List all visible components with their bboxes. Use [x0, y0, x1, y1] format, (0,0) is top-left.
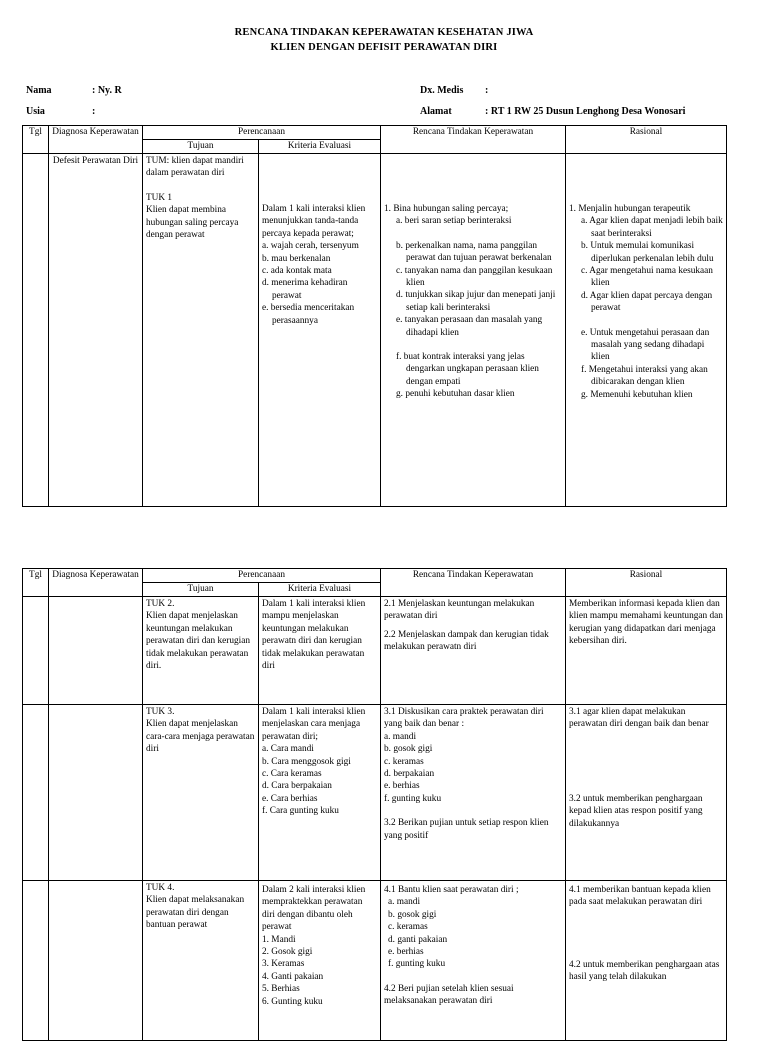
rasional-item: 4.2 untuk memberikan penghargaan atas hasil yang telah dilakukan	[569, 959, 720, 983]
cell-kriteria	[259, 881, 381, 1041]
rencana-item: b. perkenalkan nama, nama panggilan perawat dan tujuan perawat berkenalan	[396, 240, 552, 264]
header-perencanaan: Perencanaan	[143, 569, 381, 583]
cell-rasional	[566, 705, 727, 881]
kriteria-item: b. mau berkenalan	[262, 253, 331, 264]
dx-medis-value: :	[485, 85, 489, 96]
cell-rasional: Memberikan informasi kepada klien dan klien mampu memahami keuntungan dan kerugian yang didapatkan dari menjaga kebersihan diri.	[566, 597, 727, 705]
care-plan-table-2	[22, 568, 727, 1041]
cell-diagnosa	[49, 881, 143, 1041]
usia-value: :	[92, 106, 96, 117]
rencana-item: 3.1 Diskusikan cara praktek perawatan diri yang baik dan benar :	[384, 707, 544, 730]
kriteria-item: d. Cara berpakaian	[262, 781, 332, 792]
tuk3-text: Klien dapat menjelaskan cara-cara menjaga perawatan diri	[146, 719, 255, 755]
alamat-value: : RT 1 RW 25 Dusun Lenghong Desa Wonosari	[485, 106, 686, 117]
kriteria-item: c. ada kontak mata	[262, 266, 332, 277]
cell-kriteria	[259, 705, 381, 881]
cell-rencana	[381, 597, 566, 705]
cell-tgl	[23, 597, 49, 705]
alamat-label: Alamat	[420, 106, 452, 117]
care-plan-table-1	[22, 125, 727, 507]
cell-rasional	[566, 154, 727, 507]
header-rencana: Rencana Tindakan Keperawatan	[381, 569, 566, 597]
kriteria-intro: Dalam 1 kali interaksi klien menunjukkan tanda-tanda percaya kepada perawat;	[262, 204, 366, 239]
kriteria-item: e. Cara berhias	[262, 793, 318, 804]
cell-tujuan	[143, 154, 259, 507]
nama-label: Nama	[26, 85, 52, 96]
rasional-item: 3.2 untuk memberikan penghargaan kepad klien atas respon positif yang dilakukannya	[569, 793, 703, 829]
kriteria-intro: Dalam 2 kali interaksi klien mempraktekkan perawatan diri dengan dibantu oleh perawat	[262, 885, 366, 933]
rencana-item: d. tunjukkan sikap jujur dan menepati janji setiap kali berinteraksi	[396, 290, 556, 313]
kriteria-item: c. Cara keramas	[262, 769, 322, 780]
rasional-item: c. Agar mengetahui nama kesukaan klien	[581, 266, 713, 289]
tuk3-title: TUK 3.	[146, 707, 175, 717]
kriteria-item: 2. Gosok gigi	[262, 947, 313, 958]
kriteria-intro: Dalam 1 kali interaksi klien menjelaskan cara menjaga perawatan diri;	[262, 707, 366, 742]
rencana-item: g. penuhi kebutuhan dasar klien	[396, 389, 515, 400]
cell-diagnosa	[49, 705, 143, 881]
kriteria-item: 3. Keramas	[262, 959, 305, 970]
usia-label: Usia	[26, 106, 45, 117]
tuk1-text: Klien dapat membina hubungan saling percaya dengan perawat	[146, 205, 239, 241]
kriteria-item: 4. Ganti pakaian	[262, 971, 324, 982]
cell-kriteria: Dalam 1 kali interaksi klien mampu menjelaskan keuntungan melakukan perawatn diri dan kerugian tidak melakukan perawatan diri	[259, 597, 381, 705]
kriteria-item: a. wajah cerah, tersenyum	[262, 241, 359, 252]
rencana-sub: f. gunting kuku	[384, 793, 442, 804]
cell-tgl	[23, 705, 49, 881]
cell-rencana	[381, 154, 566, 507]
kriteria-item: 6. Gunting kuku	[262, 996, 323, 1007]
kriteria-item: f. Cara gunting kuku	[262, 806, 339, 817]
rasional-item: a. Agar klien dapat menjadi lebih baik saat berinteraksi	[581, 216, 723, 239]
rencana-sub: d. ganti pakaian	[388, 934, 448, 945]
rencana-sub: e. berhias	[384, 781, 420, 792]
rasional-item: f. Mengetahui interaksi yang akan dibicarakan dengan klien	[581, 364, 708, 388]
header-tgl: Tgl	[23, 126, 49, 154]
cell-rencana	[381, 705, 566, 881]
tum-text: TUM: klien dapat mandiri dalam perawatan diri	[146, 156, 244, 179]
rencana-item: 4.2 Beri pujian setelah klien sesuai melaksanakan perawatan diri	[384, 983, 514, 1007]
tuk4-text: Klien dapat melaksanakan perawatan diri dengan bantuan perawat	[146, 895, 245, 931]
rasional-item: d. Agar klien dapat percaya dengan perawat	[581, 290, 713, 314]
rencana-sub: c. keramas	[388, 922, 428, 933]
rencana-sub: f. gunting kuku	[388, 959, 446, 970]
rencana-sub: a. mandi	[388, 897, 421, 908]
rencana-sub: e. berhias	[388, 947, 424, 958]
kriteria-item: d. menerima kehadiran perawat	[262, 278, 348, 301]
rencana-sub: d. berpakaian	[384, 769, 435, 780]
header-rasional: Rasional	[566, 569, 727, 597]
cell-tujuan	[143, 881, 259, 1041]
dx-medis-label: Dx. Medis	[420, 85, 464, 96]
rencana-item: 2.2 Menjelaskan dampak dan kerugian tidak melakukan perawatn diri	[384, 629, 549, 653]
document-title: RENCANA TINDAKAN KEPERAWATAN KESEHATAN JIWA	[234, 27, 534, 38]
header-diagnosa: Diagnosa Keperawatan	[49, 126, 143, 154]
kriteria-item: 1. Mandi	[262, 934, 296, 945]
cell-tgl	[23, 881, 49, 1041]
cell-rencana	[381, 881, 566, 1041]
header-tgl: Tgl	[23, 569, 49, 597]
tuk2-title: TUK 2.	[146, 599, 175, 609]
rencana-item: 2.1 Menjelaskan keuntungan melakukan perawatan diri	[384, 599, 535, 622]
header-perencanaan: Perencanaan	[143, 126, 381, 140]
kriteria-item: a. Cara mandi	[262, 744, 314, 755]
rasional-item: 3.1 agar klien dapat melakukan perawatan diri dengan baik dan benar	[569, 707, 709, 730]
rasional-head: 1. Menjalin hubungan terapeutik	[569, 204, 691, 214]
cell-kriteria	[259, 154, 381, 507]
rencana-sub: c. keramas	[384, 756, 424, 767]
rencana-sub: a. mandi	[384, 731, 417, 742]
header-tujuan: Tujuan	[143, 583, 259, 597]
tuk1-title: TUK 1	[146, 192, 173, 203]
cell-tujuan	[143, 597, 259, 705]
cell-diagnosa	[49, 597, 143, 705]
rencana-item: a. beri saran setiap berinteraksi	[396, 216, 512, 227]
cell-tgl	[23, 154, 49, 507]
header-kriteria: Kriteria Evaluasi	[259, 583, 381, 597]
document-subtitle: KLIEN DENGAN DEFISIT PERAWATAN DIRI	[270, 42, 498, 53]
rencana-item: e. tanyakan perasaan dan masalah yang dihadapi klien	[396, 315, 543, 338]
cell-rasional	[566, 881, 727, 1041]
cell-diagnosa: Defesit Perawatan Diri	[49, 154, 143, 507]
kriteria-item: e. bersedia menceritakan perasaannya	[262, 303, 355, 326]
tuk2-text: Klien dapat menjelaskan keuntungan melakukan perawatan diri dan kerugian tidak melakukan perawatan diri.	[146, 611, 251, 672]
rasional-item: 4.1 memberikan bantuan kepada klien pada saat melakukan perawatan diri	[569, 885, 711, 908]
kriteria-item: 5. Berhias	[262, 984, 300, 995]
header-rencana: Rencana Tindakan Keperawatan	[381, 126, 566, 154]
header-diagnosa: Diagnosa Keperawatan	[49, 569, 143, 597]
rencana-item: f. buat kontrak interaksi yang jelas dengarkan ungkapan perasaan klien dengan empati	[396, 352, 539, 387]
tuk4-title: TUK 4.	[146, 883, 175, 893]
header-rasional: Rasional	[566, 126, 727, 154]
nama-value: : Ny. R	[92, 85, 122, 96]
rencana-sub: b. gosok gigi	[384, 744, 433, 755]
rasional-item: g. Memenuhi kebutuhan klien	[581, 389, 693, 400]
cell-tujuan	[143, 705, 259, 881]
rencana-item: 4.1 Bantu klien saat perawatan diri ;	[384, 885, 519, 895]
rencana-item: c. tanyakan nama dan panggilan kesukaan klien	[396, 265, 553, 289]
kriteria-item: b. Cara menggosok gigi	[262, 756, 351, 767]
rasional-item: e. Untuk mengetahui perasaan dan masalah yang sedang dihadapi klien	[581, 327, 710, 363]
rencana-head: 1. Bina hubungan saling percaya;	[384, 204, 509, 214]
rencana-sub: b. gosok gigi	[388, 909, 437, 920]
rasional-item: b. Untuk memulai komunikasi diperlukan perkenalan lebih dulu	[581, 241, 714, 264]
header-tujuan: Tujuan	[143, 140, 259, 154]
rencana-item: 3.2 Berikan pujian untuk setiap respon klien yang positif	[384, 818, 549, 841]
header-kriteria: Kriteria Evaluasi	[259, 140, 381, 154]
